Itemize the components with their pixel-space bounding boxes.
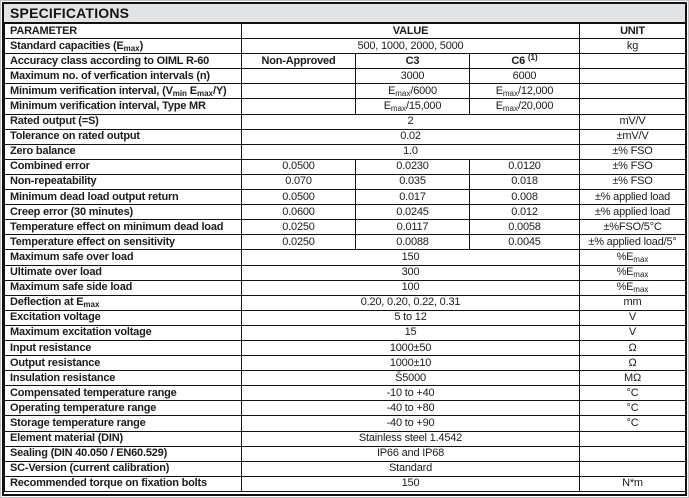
unit-cell: ±% FSO (580, 144, 686, 159)
section-header-bar (4, 4, 685, 23)
unit-cell: $\%E_{max}$ (580, 280, 686, 295)
value-cell-non-approved: 0.070 (242, 174, 356, 189)
table-row (5, 371, 686, 386)
unit-cell: ±%FSO/5°C (580, 220, 686, 235)
value-cell-c3: 3000 (356, 69, 470, 84)
parameter-cell: Excitation voltage (5, 310, 242, 325)
parameter-cell: Sealing (DIN 40.050 / EN60.529) (5, 446, 242, 461)
unit-cell: °C (580, 401, 686, 416)
value-cell-c6: 0.0045 (470, 235, 580, 250)
parameter-cell: Deflection at $E_{max}$ (5, 295, 242, 310)
spec-rows (5, 39, 686, 492)
value-cell-c6: 0.018 (470, 174, 580, 189)
table-row (5, 431, 686, 446)
unit-cell: V (580, 325, 686, 340)
table-row (5, 84, 686, 99)
value-cell: -40 to +80 (242, 401, 580, 416)
value-cell: 150 (242, 250, 580, 265)
value-cell-c3: 0.0088 (356, 235, 470, 250)
value-cell-c3: $E_{max}/6000$ (356, 84, 470, 99)
parameter-cell: Compensated temperature range (5, 386, 242, 401)
value-cell: 300 (242, 265, 580, 280)
unit-cell (580, 84, 686, 99)
parameter-cell: Insulation resistance (5, 371, 242, 386)
unit-cell: ±% applied load (580, 190, 686, 205)
value-cell: Standard (242, 461, 580, 476)
unit-cell: °C (580, 416, 686, 431)
unit-cell: Ω (580, 356, 686, 371)
value-cell: 150 (242, 476, 580, 491)
value-cell-non-approved: 0.0500 (242, 190, 356, 205)
value-cell-c6: 0.012 (470, 205, 580, 220)
value-cell-c3: C3 (356, 54, 470, 69)
value-cell-c6: $E_{max}/20,000$ (470, 99, 580, 114)
parameter-cell: Rated output (=S) (5, 114, 242, 129)
value-cell-non-approved: 0.0250 (242, 235, 356, 250)
unit-cell: V (580, 310, 686, 325)
value-cell-c3: $E_{max}/15,000$ (356, 99, 470, 114)
table-row (5, 265, 686, 280)
unit-cell: $\%E_{max}$ (580, 250, 686, 265)
table-row (5, 205, 686, 220)
unit-cell: MΩ (580, 371, 686, 386)
unit-cell (580, 99, 686, 114)
specifications-table (4, 23, 686, 492)
table-row (5, 114, 686, 129)
parameter-cell: Recommended torque on fixation bolts (5, 476, 242, 491)
parameter-cell: Operating temperature range (5, 401, 242, 416)
unit-cell: ±mV/V (580, 129, 686, 144)
table-row (5, 476, 686, 491)
column-header-parameter: PARAMETER (5, 24, 242, 39)
unit-cell: mV/V (580, 114, 686, 129)
table-row (5, 190, 686, 205)
table-row (5, 280, 686, 295)
table-row (5, 54, 686, 69)
value-cell: 15 (242, 325, 580, 340)
parameter-cell: Input resistance (5, 340, 242, 355)
parameter-cell: SC-Version (current calibration) (5, 461, 242, 476)
value-cell-non-approved: Non-Approved (242, 54, 356, 69)
value-cell: 5 to 12 (242, 310, 580, 325)
parameter-cell: Storage temperature range (5, 416, 242, 431)
unit-cell: °C (580, 386, 686, 401)
value-cell-c6: 0.0120 (470, 159, 580, 174)
unit-cell: ±% FSO (580, 159, 686, 174)
table-row (5, 325, 686, 340)
parameter-cell: Maximum safe over load (5, 250, 242, 265)
value-cell: 0.02 (242, 129, 580, 144)
column-header-value: VALUE (242, 24, 580, 39)
parameter-cell: Non-repeatability (5, 174, 242, 189)
column-header-unit: UNIT (580, 24, 686, 39)
table-row (5, 401, 686, 416)
unit-cell (580, 54, 686, 69)
table-row (5, 461, 686, 476)
specifications-sheet (2, 2, 687, 496)
table-header-row (5, 24, 686, 39)
parameter-cell: Element material (DIN) (5, 431, 242, 446)
value-cell-non-approved (242, 69, 356, 84)
unit-cell: kg (580, 39, 686, 54)
table-row (5, 340, 686, 355)
parameter-cell: Minimum verification interval, ($V_{min}$ $E_{max}/Y$) (5, 84, 242, 99)
table-row (5, 144, 686, 159)
unit-cell: ±% applied load (580, 205, 686, 220)
table-row (5, 416, 686, 431)
table-row (5, 159, 686, 174)
value-cell-non-approved: 0.0250 (242, 220, 356, 235)
table-row (5, 220, 686, 235)
table-row (5, 356, 686, 371)
table-row (5, 446, 686, 461)
section-title: SPECIFICATIONS (10, 5, 130, 21)
parameter-cell: Maximum safe side load (5, 280, 242, 295)
unit-cell (580, 431, 686, 446)
value-cell-c3: 0.035 (356, 174, 470, 189)
value-cell: 2 (242, 114, 580, 129)
unit-cell: $\%E_{max}$ (580, 265, 686, 280)
value-cell-c6: 0.008 (470, 190, 580, 205)
table-row (5, 250, 686, 265)
unit-cell: N*m (580, 476, 686, 491)
value-cell-c3: 0.017 (356, 190, 470, 205)
unit-cell: ±% FSO (580, 174, 686, 189)
value-cell: 0.20, 0.20, 0.22, 0.31 (242, 295, 580, 310)
parameter-cell: Ultimate over load (5, 265, 242, 280)
value-cell: Š5000 (242, 371, 580, 386)
unit-cell (580, 69, 686, 84)
value-cell-c3: 0.0117 (356, 220, 470, 235)
value-cell-c3: 0.0245 (356, 205, 470, 220)
value-cell-non-approved: 0.0600 (242, 205, 356, 220)
parameter-cell: Zero balance (5, 144, 242, 159)
value-cell: 1000±10 (242, 356, 580, 371)
value-cell-c6: 0.0058 (470, 220, 580, 235)
parameter-cell: Temperature effect on minimum dead load (5, 220, 242, 235)
value-cell-c6: C6 $^{(1)}$ (470, 54, 580, 69)
value-cell: 1.0 (242, 144, 580, 159)
table-row (5, 295, 686, 310)
parameter-cell: Maximum no. of verfication intervals (n) (5, 69, 242, 84)
parameter-cell: Creep error (30 minutes) (5, 205, 242, 220)
parameter-cell: Maximum excitation voltage (5, 325, 242, 340)
value-cell: 500, 1000, 2000, 5000 (242, 39, 580, 54)
parameter-cell: Minimum verification interval, Type MR (5, 99, 242, 114)
table-row (5, 129, 686, 144)
value-cell: 100 (242, 280, 580, 295)
parameter-cell: Accuracy class according to OIML R-60 (5, 54, 242, 69)
parameter-cell: Tolerance on rated output (5, 129, 242, 144)
value-cell: Stainless steel 1.4542 (242, 431, 580, 446)
value-cell-non-approved: 0.0500 (242, 159, 356, 174)
unit-cell (580, 461, 686, 476)
value-cell-c6: $E_{max}/12,000$ (470, 84, 580, 99)
value-cell: -40 to +90 (242, 416, 580, 431)
table-row (5, 69, 686, 84)
value-cell-non-approved (242, 84, 356, 99)
unit-cell: Ω (580, 340, 686, 355)
parameter-cell: Temperature effect on sensitivity (5, 235, 242, 250)
table-row (5, 235, 686, 250)
value-cell-c3: 0.0230 (356, 159, 470, 174)
value-cell-c6: 6000 (470, 69, 580, 84)
table-row (5, 386, 686, 401)
table-row (5, 99, 686, 114)
value-cell: -10 to +40 (242, 386, 580, 401)
unit-cell: mm (580, 295, 686, 310)
parameter-cell: Output resistance (5, 356, 242, 371)
value-cell: 1000±50 (242, 340, 580, 355)
value-cell-non-approved (242, 99, 356, 114)
parameter-cell: Combined error (5, 159, 242, 174)
parameter-cell: Minimum dead load output return (5, 190, 242, 205)
parameter-cell: Standard capacities $(E_{max})$ (5, 39, 242, 54)
unit-cell (580, 446, 686, 461)
table-row (5, 174, 686, 189)
unit-cell: ±% applied load/5° (580, 235, 686, 250)
table-row (5, 310, 686, 325)
table-row (5, 39, 686, 54)
value-cell: IP66 and IP68 (242, 446, 580, 461)
